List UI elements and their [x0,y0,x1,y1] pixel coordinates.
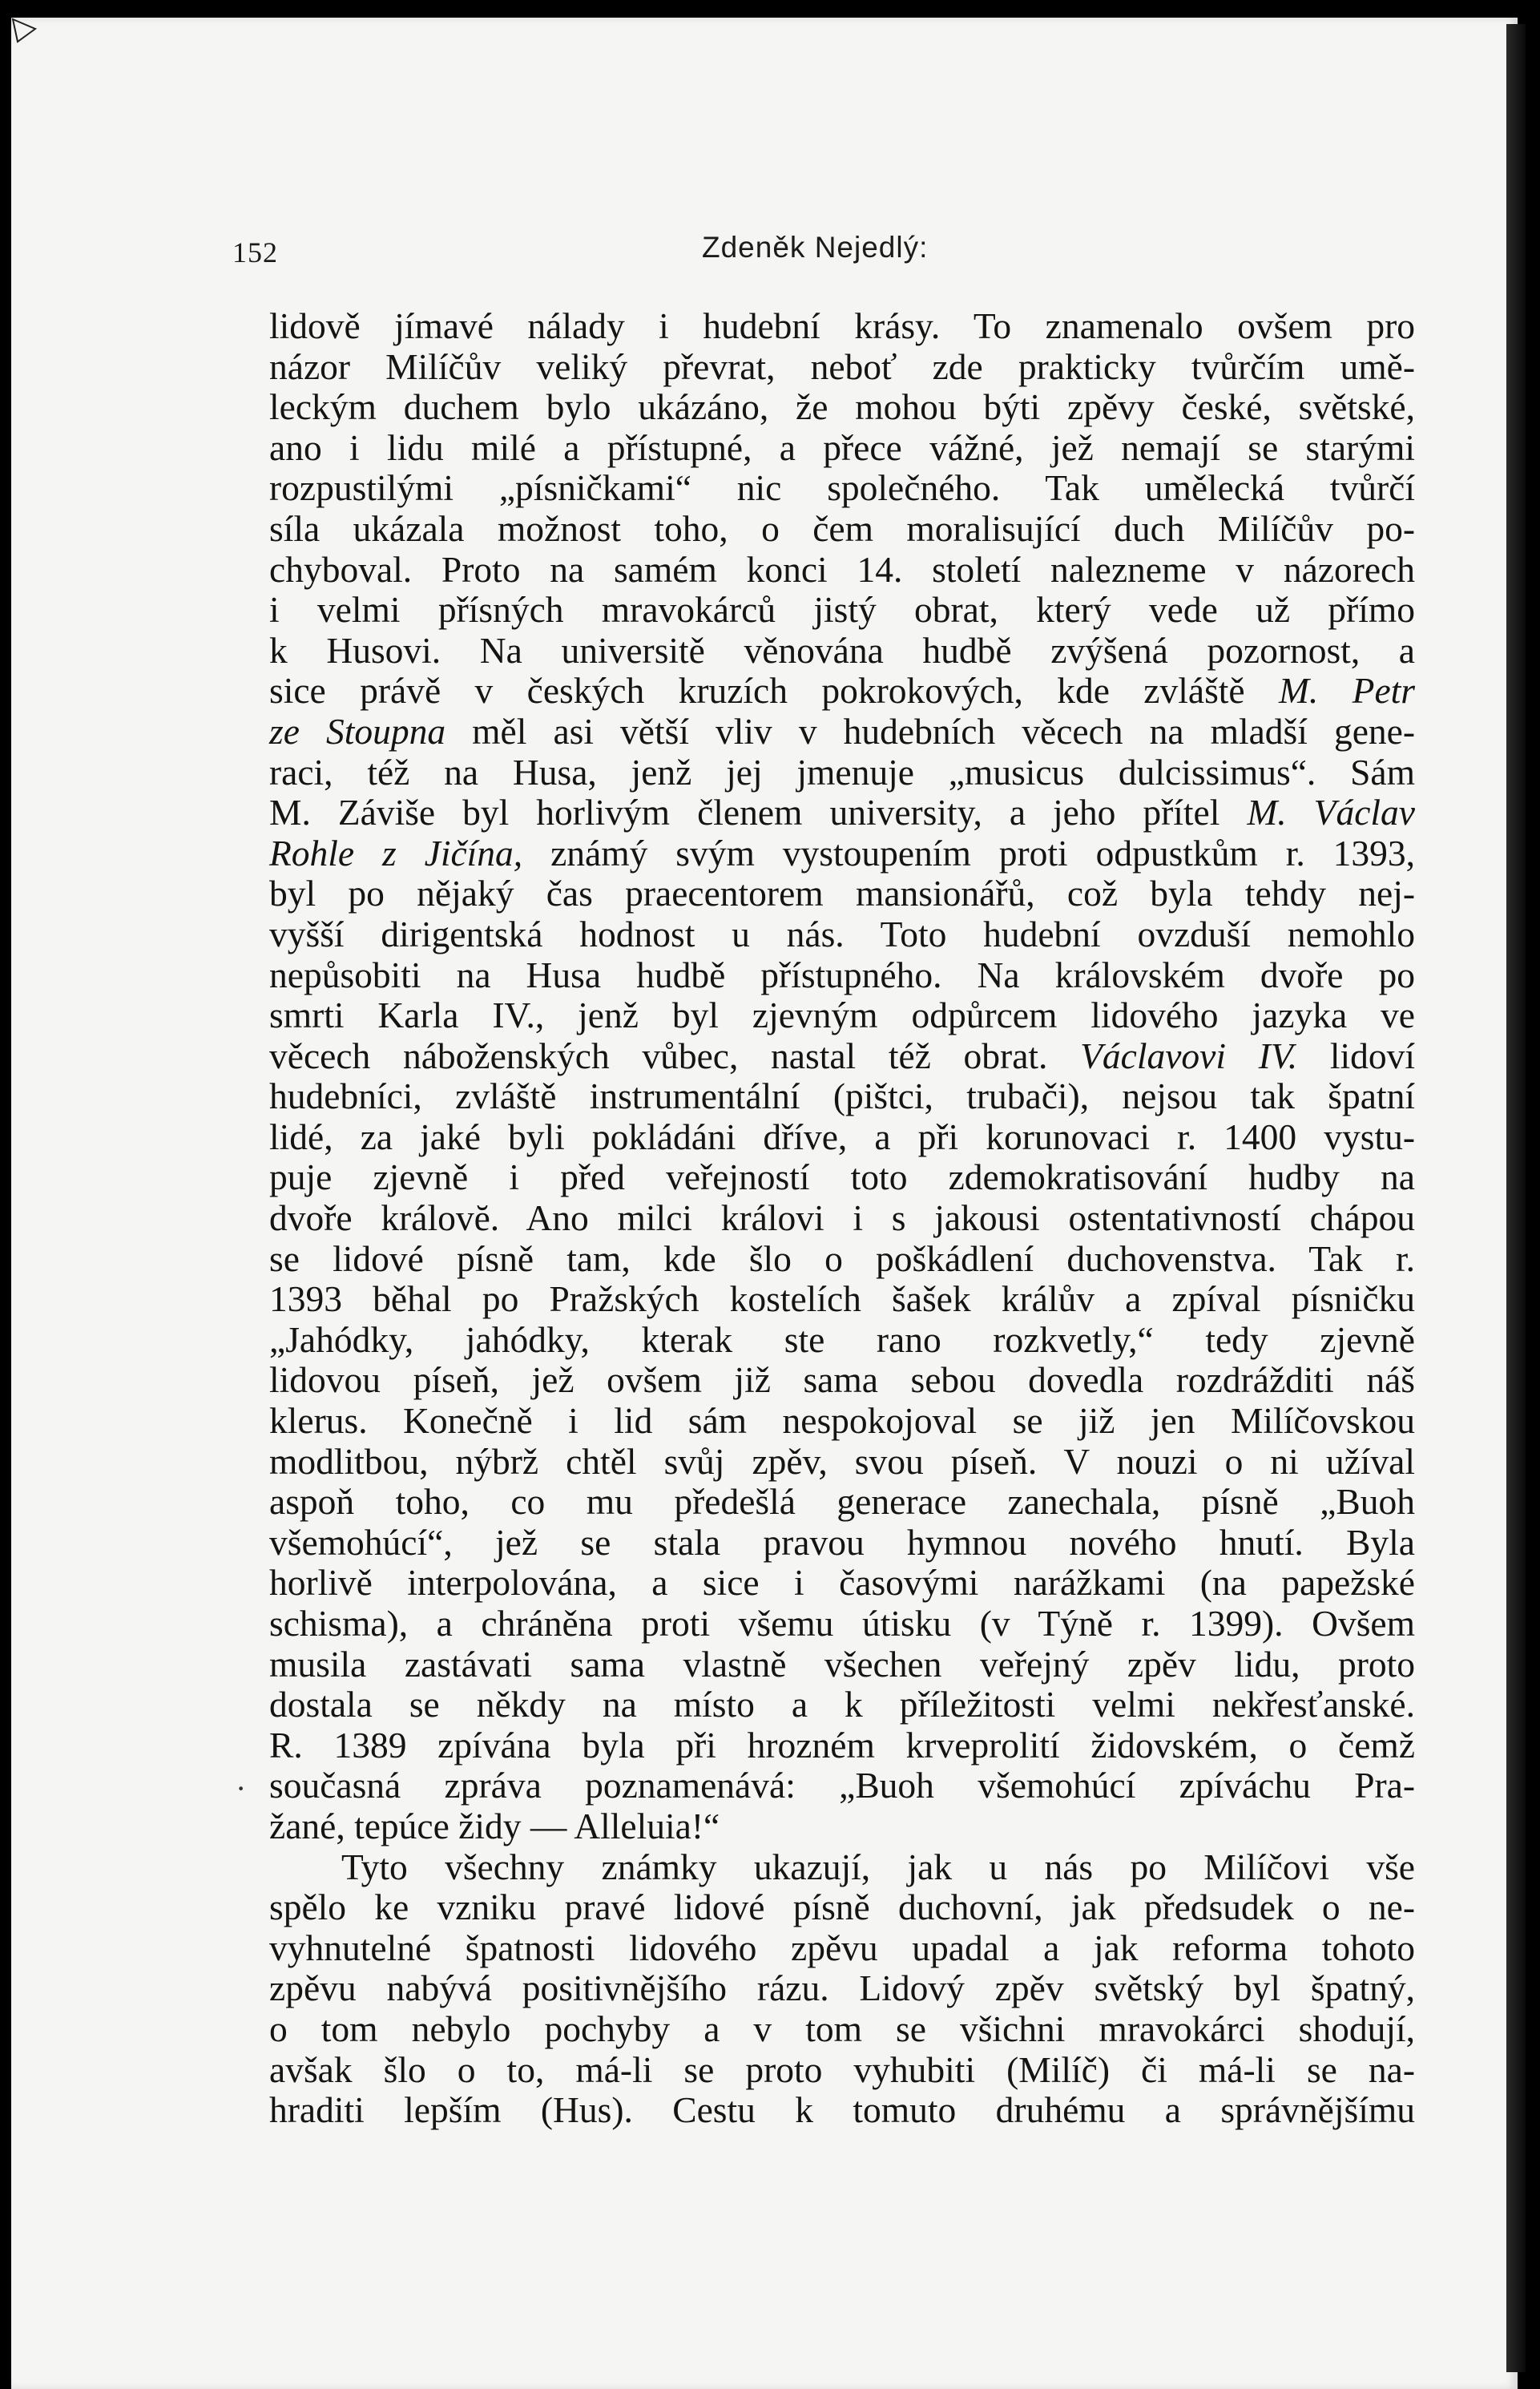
text-run: schisma), a chráněna proti všemu útisku (v Týně r. 1399). Ovšem [269,1603,1415,1644]
italic-name: Rohle z Jičína, [269,832,523,874]
text-line [269,1360,1415,1401]
book-page [11,18,1518,2389]
text-line [269,1644,1415,1685]
text-run: lidově jímavé nálady i hudební krásy. To znamenalo ovšem pro [269,305,1415,346]
italic-name: Václavovi IV. [1080,1035,1298,1076]
text-run: 1393 běhal po Pražských kostelích šašek králův a zpíval písničku [269,1278,1415,1320]
text-line [269,671,1415,712]
text-run: musila zastávati sama vlastně všechen veřejný zpěv lidu, proto [269,1643,1415,1685]
text-run: puje zjevně i před veřejností toto zdemokratisování hudby na [269,1156,1415,1198]
text-line [269,955,1415,996]
text-run: chyboval. Proto na samém konci 14. století nalezneme v názorech [269,548,1415,590]
text-run: vyhnutelné špatnosti lidového zpěvu upadal a jak reforma tohoto [269,1927,1415,1968]
italic-name: M. Petr [1279,670,1415,712]
text-line [269,874,1415,914]
text-run: všemohúcí“, jež se stala pravou hymnou nového hnutí. Byla [269,1521,1415,1563]
text-line [269,1036,1415,1077]
text-line [269,1239,1415,1280]
text-run: názor Milíčův veliký převrat, neboť zde prakticky tvůrčím umě- [269,345,1415,387]
text-run: ano i lidu milé a přístupné, a přece vážné, jež nemají se starými [269,426,1415,468]
page-corner-mark-icon [11,18,43,50]
text-line [269,1847,1415,1888]
text-run: klerus. Konečně i lid sám nespokojoval se již jen Milíčovskou [269,1400,1415,1442]
italic-name: M. Václav [1247,792,1415,833]
text-line [269,306,1415,347]
page-number: 152 [232,236,278,268]
text-line [269,1604,1415,1644]
margin-mark: · [236,1770,247,1806]
text-run: rozpustilými „písničkami“ nic společného. Tak umělecká tvůrčí [269,467,1415,509]
text-line [269,2050,1415,2091]
text-line [269,2009,1415,2050]
text-run: lidé, za jaké byli pokládáni dříve, a při korunovaci r. 1400 vystu- [269,1116,1415,1157]
text-run: leckým duchem bylo ukázáno, že mohou býti zpěvy české, světské, [269,386,1415,428]
text-line [269,995,1415,1036]
running-head [11,218,1518,266]
text-line [269,914,1415,955]
body-text [269,306,1415,2131]
text-run: modlitbou, nýbrž chtěl svůj zpěv, svou píseň. V nouzi o ni užíval [269,1440,1415,1482]
text-line [269,428,1415,469]
text-line [269,793,1415,833]
text-line [269,1725,1415,1766]
text-run: raci, též na Husa, jenž jej jmenuje „musicus dulcissimus“. Sám [269,751,1415,793]
text-run: spělo ke vzniku pravé lidové písně duchovní, jak předsudek o ne- [269,1887,1415,1928]
text-line [269,1117,1415,1158]
text-line [269,1279,1415,1320]
text-run: síla ukázala možnost toho, o čem moralisující duch Milíčův po- [269,507,1415,549]
text-line [269,1766,1415,1806]
text-run: věcech náboženských vůbec, nastal též obrat. [269,1035,1081,1076]
text-line [269,1320,1415,1361]
text-run: horlivě interpolována, a sice i časovými narážkami (na papežské [269,1562,1415,1604]
text-line [269,1401,1415,1442]
text-line [269,1806,1415,1847]
text-run: lidoví [1297,1035,1415,1076]
italic-name: ze Stoupna [269,710,446,752]
text-run: měl asi větší vliv v hudebních věcech na mladší gene- [445,710,1415,752]
text-line [269,387,1415,428]
text-run: zpěvu nabývá positivnějšího rázu. Lidový zpěv světský byl špatný, [269,1967,1415,2009]
text-line [269,590,1415,631]
text-line [269,550,1415,591]
text-run: M. Záviše byl horlivým členem university, a jeho přítel [269,792,1248,833]
text-run: smrti Karla IV., jenž byl zjevným odpůrcem lidového jazyka ve [269,995,1415,1036]
text-line [269,1157,1415,1198]
text-line [269,1887,1415,1928]
text-run: dostala se někdy na místo a k příležitosti velmi nekřesťanské. [269,1684,1415,1725]
running-title: Zdeněk Nejedlý: [702,231,929,264]
text-run: avšak šlo o to, má-li se proto vyhubiti (Milíč) či má-li se na- [269,2048,1415,2090]
text-run: současná zpráva poznamenává: „Buoh všemohúcí zpíváchu Pra- [269,1765,1415,1806]
text-line [269,1968,1415,2009]
text-run: i velmi přísných mravokárců jistý obrat, který vede už přímo [269,589,1415,631]
text-run: hraditi lepším (Hus). Cestu k tomuto druhému a správnějšímu [269,2089,1415,2131]
text-run: „Jahódky, jahódky, kterak ste rano rozkvetly,“ tedy zjevně [269,1318,1415,1360]
text-run: vyšší dirigentská hodnost u nás. Toto hudební ovzduší nemohlo [269,913,1415,954]
text-line [269,631,1415,672]
text-run: R. 1389 zpívána byla při hrozném krveprolití židovském, o čemž [269,1724,1415,1766]
text-line [269,1928,1415,1969]
page-edge-shadow [1506,24,1526,2372]
text-line [269,1198,1415,1239]
text-line [269,509,1415,550]
text-run: se lidové písně tam, kde šlo o poškádlení duchovenstva. Tak r. [269,1237,1415,1279]
text-line [269,347,1415,388]
text-line [269,1076,1415,1117]
text-line [269,1482,1415,1523]
text-run: nepůsobiti na Husa hudbě přístupného. Na královském dvoře po [269,954,1415,995]
text-line [269,712,1415,753]
text-line [269,1563,1415,1604]
text-run: žané, tepúce židy — Alleluia!“ [269,1805,720,1846]
text-run: o tom nebylo pochyby a v tom se všichni mravokárci shodují, [269,2008,1415,2049]
text-run: dvoře královĕ. Ano milci královi i s jakousi ostentativností chápou [269,1197,1415,1239]
text-run: hudebníci, zvláště instrumentální (pištci, trubači), nejsou tak špatní [269,1075,1415,1117]
text-line [269,1523,1415,1564]
text-line [269,833,1415,874]
text-line [269,1442,1415,1483]
text-run: Tyto všechny známky ukazují, jak u nás po Milíčovi vše [341,1846,1415,1887]
text-run: aspoň toho, co mu předešlá generace zanechala, písně „Buoh [269,1481,1415,1523]
text-run: k Husovi. Na universitě věnována hudbě zvýšená pozornost, a [269,629,1415,671]
text-run: lidovou píseň, jež ovšem již sama sebou dovedla rozdrážditi náš [269,1359,1415,1401]
text-line [269,1685,1415,1725]
text-run: sice právě v českých kruzích pokrokových, kde zvláště [269,670,1279,712]
text-run: známý svým vystoupením proti odpustkům r. 1393, [522,832,1415,874]
text-line [269,753,1415,793]
text-run: byl po nějaký čas praecentorem mansionářů, což byla tehdy nej- [269,873,1415,914]
text-line [269,468,1415,509]
text-line [269,2090,1415,2131]
